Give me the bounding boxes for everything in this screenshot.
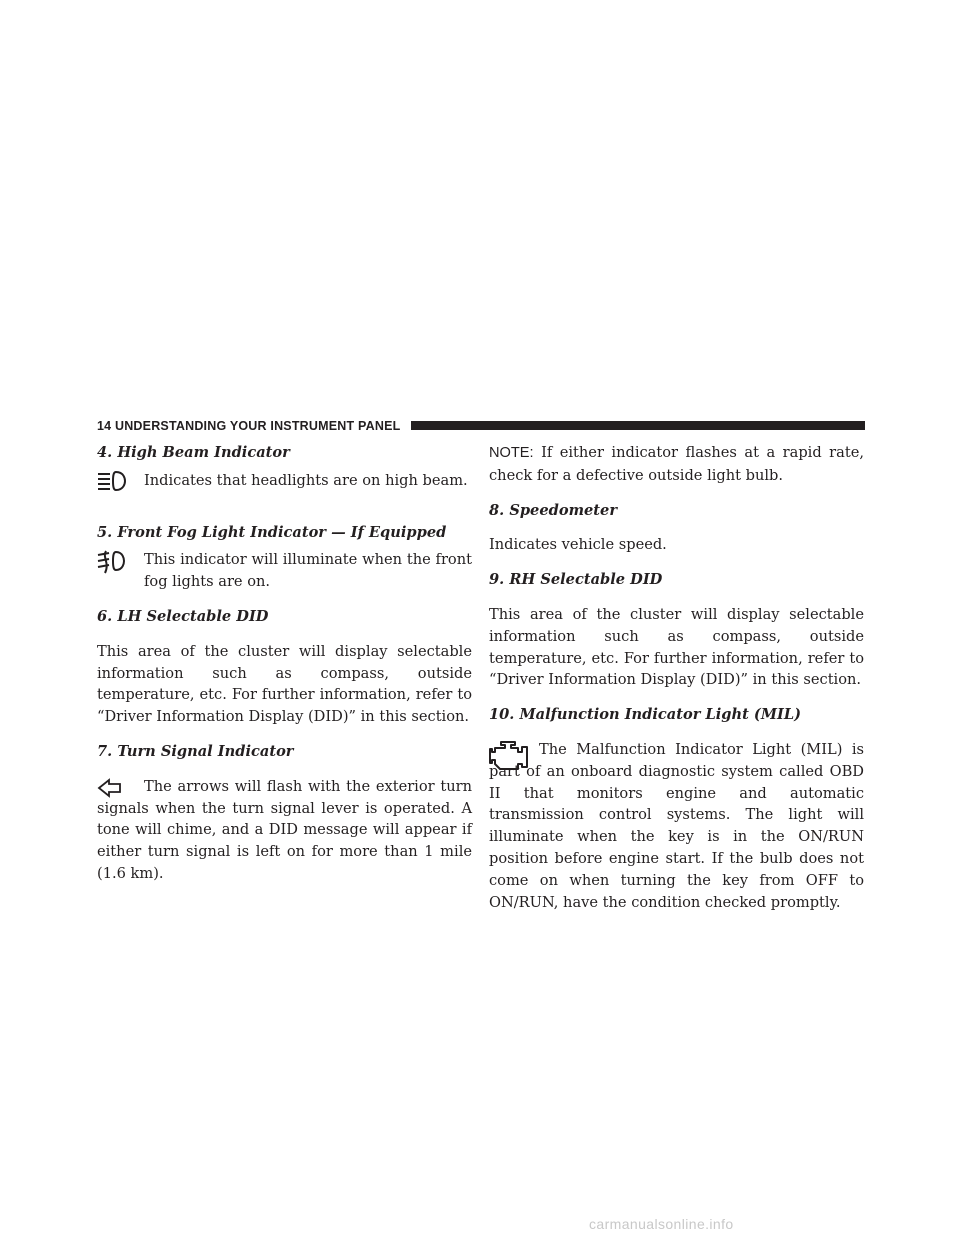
lh-did-heading: 6. LH Selectable DID	[97, 607, 269, 625]
mil-description: The Malfunction Indicator Light (MIL) is part of an onboard diagnostic system called OBD II that monitors engine and automatic transmission control systems. The light will illuminate when the key is in the ON/RUN position before engine start. If the bulb does not come on when turning the key from OFF to ON/RUN, have the condition checked promptly.	[489, 740, 864, 911]
right-column	[489, 442, 864, 913]
rh-did-description: This area of the cluster will display selectable information such as compass, outside temperature, etc. For further information, refer to “Driver Information Display (DID)” in this section.	[489, 605, 864, 689]
front-fog-light-icon	[97, 549, 127, 582]
lh-did-description: This area of the cluster will display selectable information such as compass, outside temperature, etc. For further information, refer to “Driver Information Display (DID)” in this section.	[97, 642, 472, 726]
high-beam-entry	[97, 470, 472, 492]
watermark-link[interactable]: carmanualsonline.info	[589, 1216, 734, 1232]
turn-signal-entry	[97, 776, 472, 885]
fog-light-heading: 5. Front Fog Light Indicator — If Equipped	[97, 523, 447, 541]
turn-signal-icon	[97, 778, 123, 805]
mil-entry	[489, 739, 864, 913]
note-label: NOTE:	[489, 445, 534, 461]
fog-light-entry	[97, 549, 472, 593]
check-engine-icon	[489, 741, 529, 778]
rh-did-heading: 9. RH Selectable DID	[489, 571, 663, 589]
fog-light-description: This indicator will illuminate when the front fog lights are on.	[144, 551, 472, 591]
page-header	[97, 418, 865, 436]
left-column	[97, 442, 472, 885]
turn-signal-description: The arrows will flash with the exterior turn signals when the turn signal lever is operated. A tone will chime, and a DID message will appear if either turn signal is left on for more than 1 mile (1.6 km).	[97, 777, 472, 882]
speedometer-description: Indicates vehicle speed.	[489, 536, 667, 554]
turn-signal-heading: 7. Turn Signal Indicator	[97, 742, 294, 760]
high-beam-heading: 4. High Beam Indicator	[97, 444, 290, 461]
page-header-title: 14 UNDERSTANDING YOUR INSTRUMENT PANEL	[97, 419, 401, 433]
note-paragraph	[489, 442, 864, 487]
note-text: If either indicator flashes at a rapid rate, check for a defective outside light bulb.	[489, 444, 864, 484]
high-beam-icon	[97, 470, 127, 501]
header-rule	[411, 421, 865, 430]
mil-heading: 10. Malfunction Indicator Light (MIL)	[489, 706, 801, 724]
high-beam-description: Indicates that headlights are on high beam.	[144, 471, 468, 489]
speedometer-heading: 8. Speedometer	[489, 501, 618, 519]
